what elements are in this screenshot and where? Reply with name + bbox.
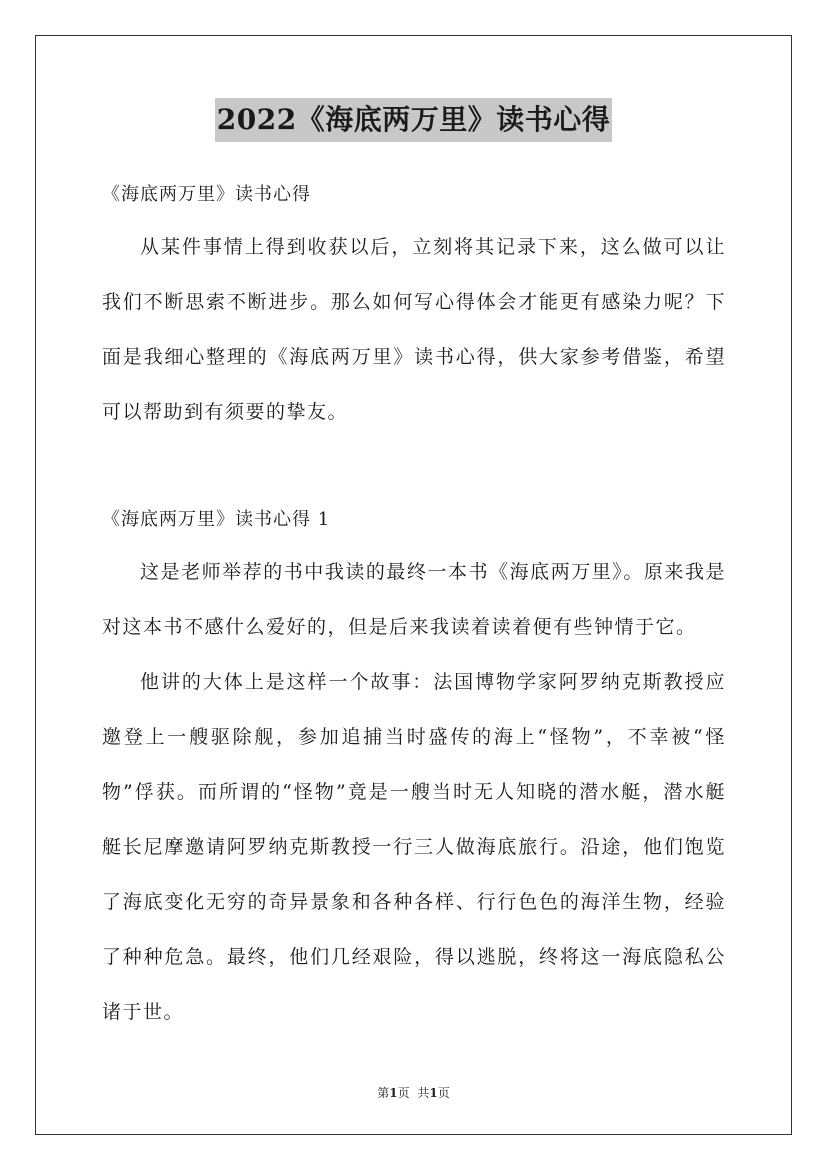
document-subtitle: 《海底两万里》读书心得 <box>102 184 311 205</box>
body-paragraph-1: 这是老师举荐的书中我读的最终一本书《海底两万里》。原来我是对这本书不感什么爱好的，但是后来我读着读着便有些钟情于它。 <box>102 561 726 638</box>
footer-total-prefix: 共 <box>417 1086 430 1100</box>
footer-total-pages: 1 <box>429 1086 438 1100</box>
footer-page-unit: 页 <box>397 1086 410 1100</box>
footer-total-unit: 页 <box>437 1086 450 1100</box>
body-paragraph-2: 他讲的大体上是这样一个故事：法国博物学家阿罗纳克斯教授应邀登上一艘驱除舰，参加追捕当时盛传的海上“怪物”，不幸被“怪物”俘获。而所谓的“怪物”竟是一艘当时无人知晓的潜水艇，潜水艇艇长尼摩邀请阿罗纳克斯教授一行三人做海底旅行。沿途，他们饱览了海底变化无穷的奇异景象和各种各样、行行色色的海洋生物，经验了种种危急。最终，他们几经艰险，得以逃脱，终将这一海底隐私公诸于世。 <box>102 671 726 1023</box>
footer-page-number: 1 <box>389 1086 398 1100</box>
document-title: 2022《海底两万里》读书心得 <box>215 98 612 142</box>
intro-block <box>102 220 726 440</box>
body-block <box>102 545 726 1040</box>
footer-prefix: 第 <box>377 1086 390 1100</box>
section-heading: 《海底两万里》读书心得 1 <box>102 509 331 530</box>
title-container <box>0 98 827 142</box>
intro-paragraph: 从某件事情上得到收获以后，立刻将其记录下来，这么做可以让我们不断思索不断进步。那么如何写心得体会才能更有感染力呢？下面是我细心整理的《海底两万里》读书心得，供大家参考借鉴，希望可以帮助到有须要的挚友。 <box>102 236 726 423</box>
page-footer <box>0 1084 827 1101</box>
